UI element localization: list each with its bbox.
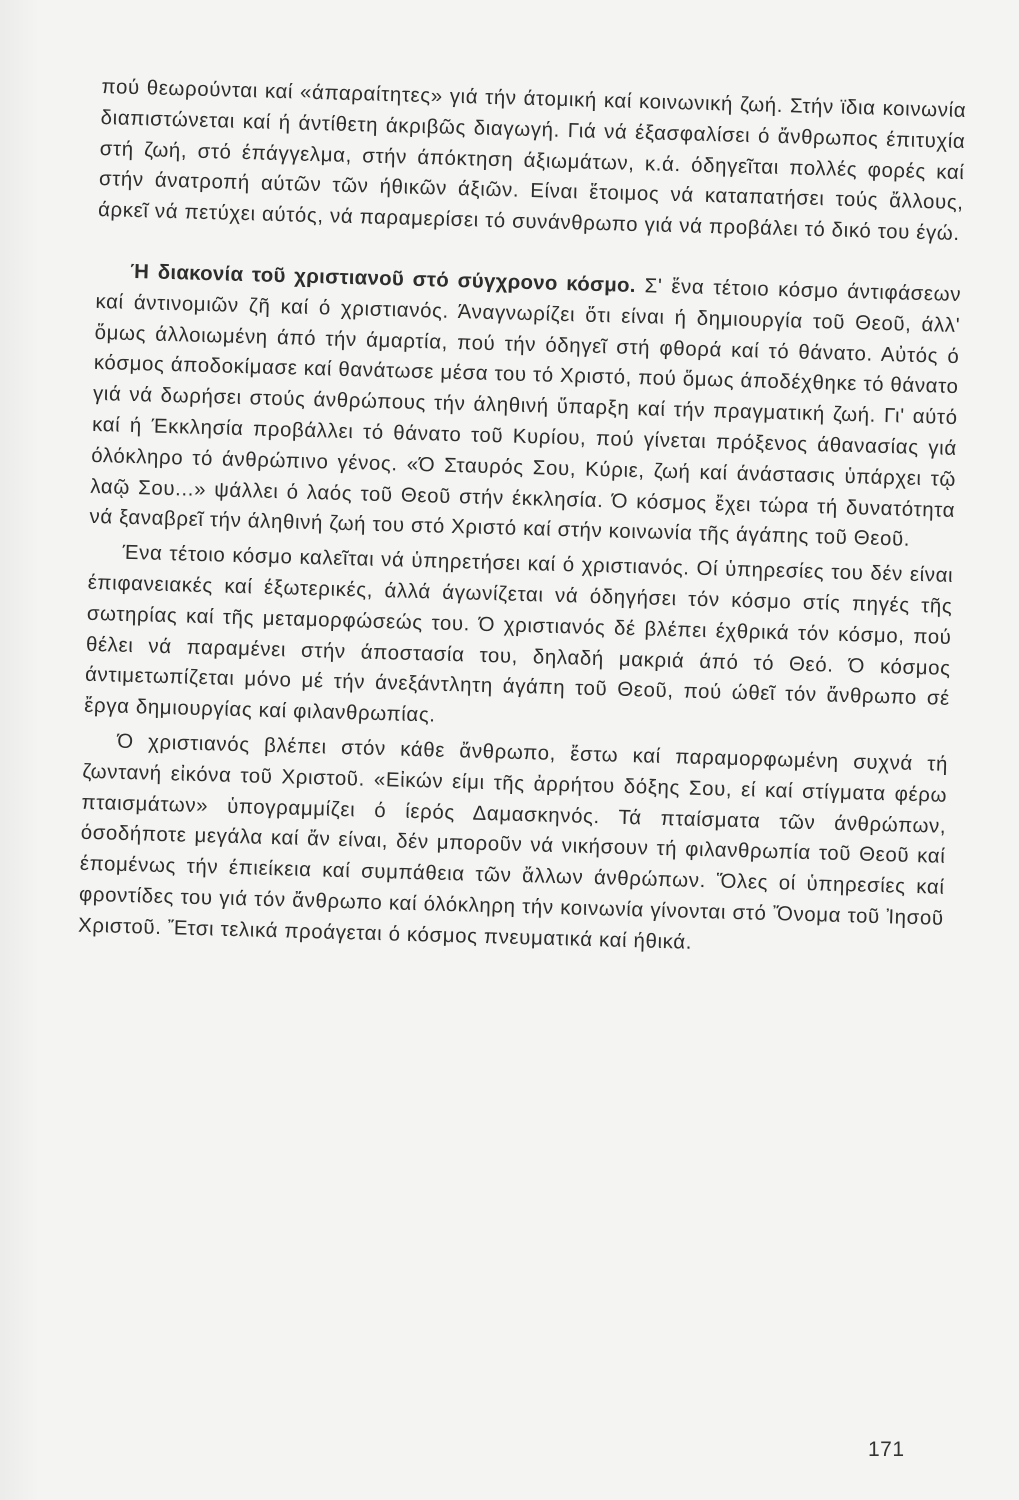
page-text-block [78,72,967,965]
paragraph-3-text: Ένα τέτοιο κόσμο καλεῖται νά ὑπηρετήσει καί ό χριστιανός. Οί ὑπηρεσίες του δέν είναι έπιφανειακές καί έξωτερικές, άλλά άγωνίζεται νά όδηγήσει τόν κόσμο στίς πηγές τῆς σωτηρίας καί τῆς μεταμορφώσεώς του. Ό χριστιανός δέ βλέπει έχθρικά τόν κόσμο, πού θέλει νά παραμένει στήν άποστασία του, δηλαδή μακριά άπό τό Θεό. Ό κόσμος άντιμετωπίζεται μόνο μέ τήν άνεξάντλητη άγάπη τοῦ Θεοῦ, πού ώθεῖ τόν ἄνθρωπο σέ ἔργα δημιουργίας καί φιλανθρωπίας. [83,541,954,727]
paragraph-1-text: πού θεωρούνται καί «άπαραίτητες» γιά τήν άτομική καί κοινωνική ζωή. Στήν ϊδια κοινωνία διαπιστώνεται καί ή άντίθετη άκριβῶς διαγωγή. Γιά νά έξασφαλίσει ό ἄνθρωπος έπιτυχία στή ζωή, στό έπάγγελμα, στήν άπόκτηση άξιωμάτων, κ.ά. όδηγεῖται πολλές φορές καί στήν άνατροπή αύτῶν τῶν ήθικῶν άξιῶν. Είναι ἕτοιμος νά καταπατήσει τούς ἄλλους, άρκεῖ νά πετύχει αύτός, νά παραμερίσει τό συνάνθρωπο γιά νά προβάλει τό δικό του έγώ. [97,75,967,246]
section-heading: Ή διακονία τοῦ χριστιανοῦ στό σύγχρονο κόσμο. [130,260,637,297]
paragraph-1 [98,72,967,250]
paragraph-2-text: Σ' ἕνα τέτοιο κόσμο άντιφάσεων καί άντινομιῶν ζῆ καί ό χριστιανός. Άναγνωρίζει ὅτι είναι ή δημιουργία τοῦ Θεοῦ, άλλ' ὅμως άλλοιωμένη άπό τήν άμαρτία, πού τήν όδηγεῖ στή φθορά καί τό θάνατο. Αὐτός ό κόσμος άποδοκίμασε καί θανάτωσε μέσα του τό Χριστό, πού ὅμως άποδέχθηκε τό θάνατο γιά νά δωρήσει στούς άνθρώπους τήν άληθινή ὕπαρξη καί τήν πραγματική ζωή. Γι' αύτό καί ή Έκκλησία προβάλλει τό θάνατο τοῦ Κυρίου, πού γίνεται πρόξενος άθανασίας γιά όλόκληρο τό άνθρώπινο γένος. «Ό Σταυρός Σου, Κύριε, ζωή καί άνάστασις ὑπάρχει τῷ λαῷ Σου...» ψάλλει ό λαός τοῦ Θεοῦ στήν έκκλησία. Ό κόσμος ἔχει τώρα τή δυνατότητα νά ξαναβρεῖ τήν άληθινή ζωή του στό Χριστό καί στήν κοινωνία τῆς άγάπης τοῦ Θεοῦ. [89,275,962,552]
paragraph-4-text: Ό χριστιανός βλέπει στόν κάθε ἄνθρωπο, ἔστω καί παραμορφωμένη συχνά τή ζωντανή εἰκόνα τοῦ Χριστοῦ. «Εἰκών είμι τῆς ἀρρήτου δόξης Σου, εί καί στίγματα φέρω πταισμάτων» ὑπογραμμίζει ό ίερός Δαμασκηνός. Τά πταίσματα τῶν άνθρώπων, όσοδήποτε μεγάλα καί ἄν είναι, δέν μποροῦν νά νικήσουν τή φιλανθρωπία τοῦ Θεοῦ καί έπομένως τήν έπιείκεια καί συμπάθεια τῶν ἄλλων άνθρώπων. Ὅλες οί ὑπηρεσίες καί φροντίδες του γιά τόν ἄνθρωπο καί όλόκληρη τήν κοινωνία γίνονται στό Ὄνομα τοῦ Ἰησοῦ Χριστοῦ. Ἔτσι τελικά προάγεται ό κόσμος πνευματικά καί ήθικά. [77,730,949,954]
paragraph-4 [78,726,949,966]
page-number: 171 [868,1438,905,1461]
paragraph-3 [84,537,954,746]
paragraph-2 [89,256,961,557]
